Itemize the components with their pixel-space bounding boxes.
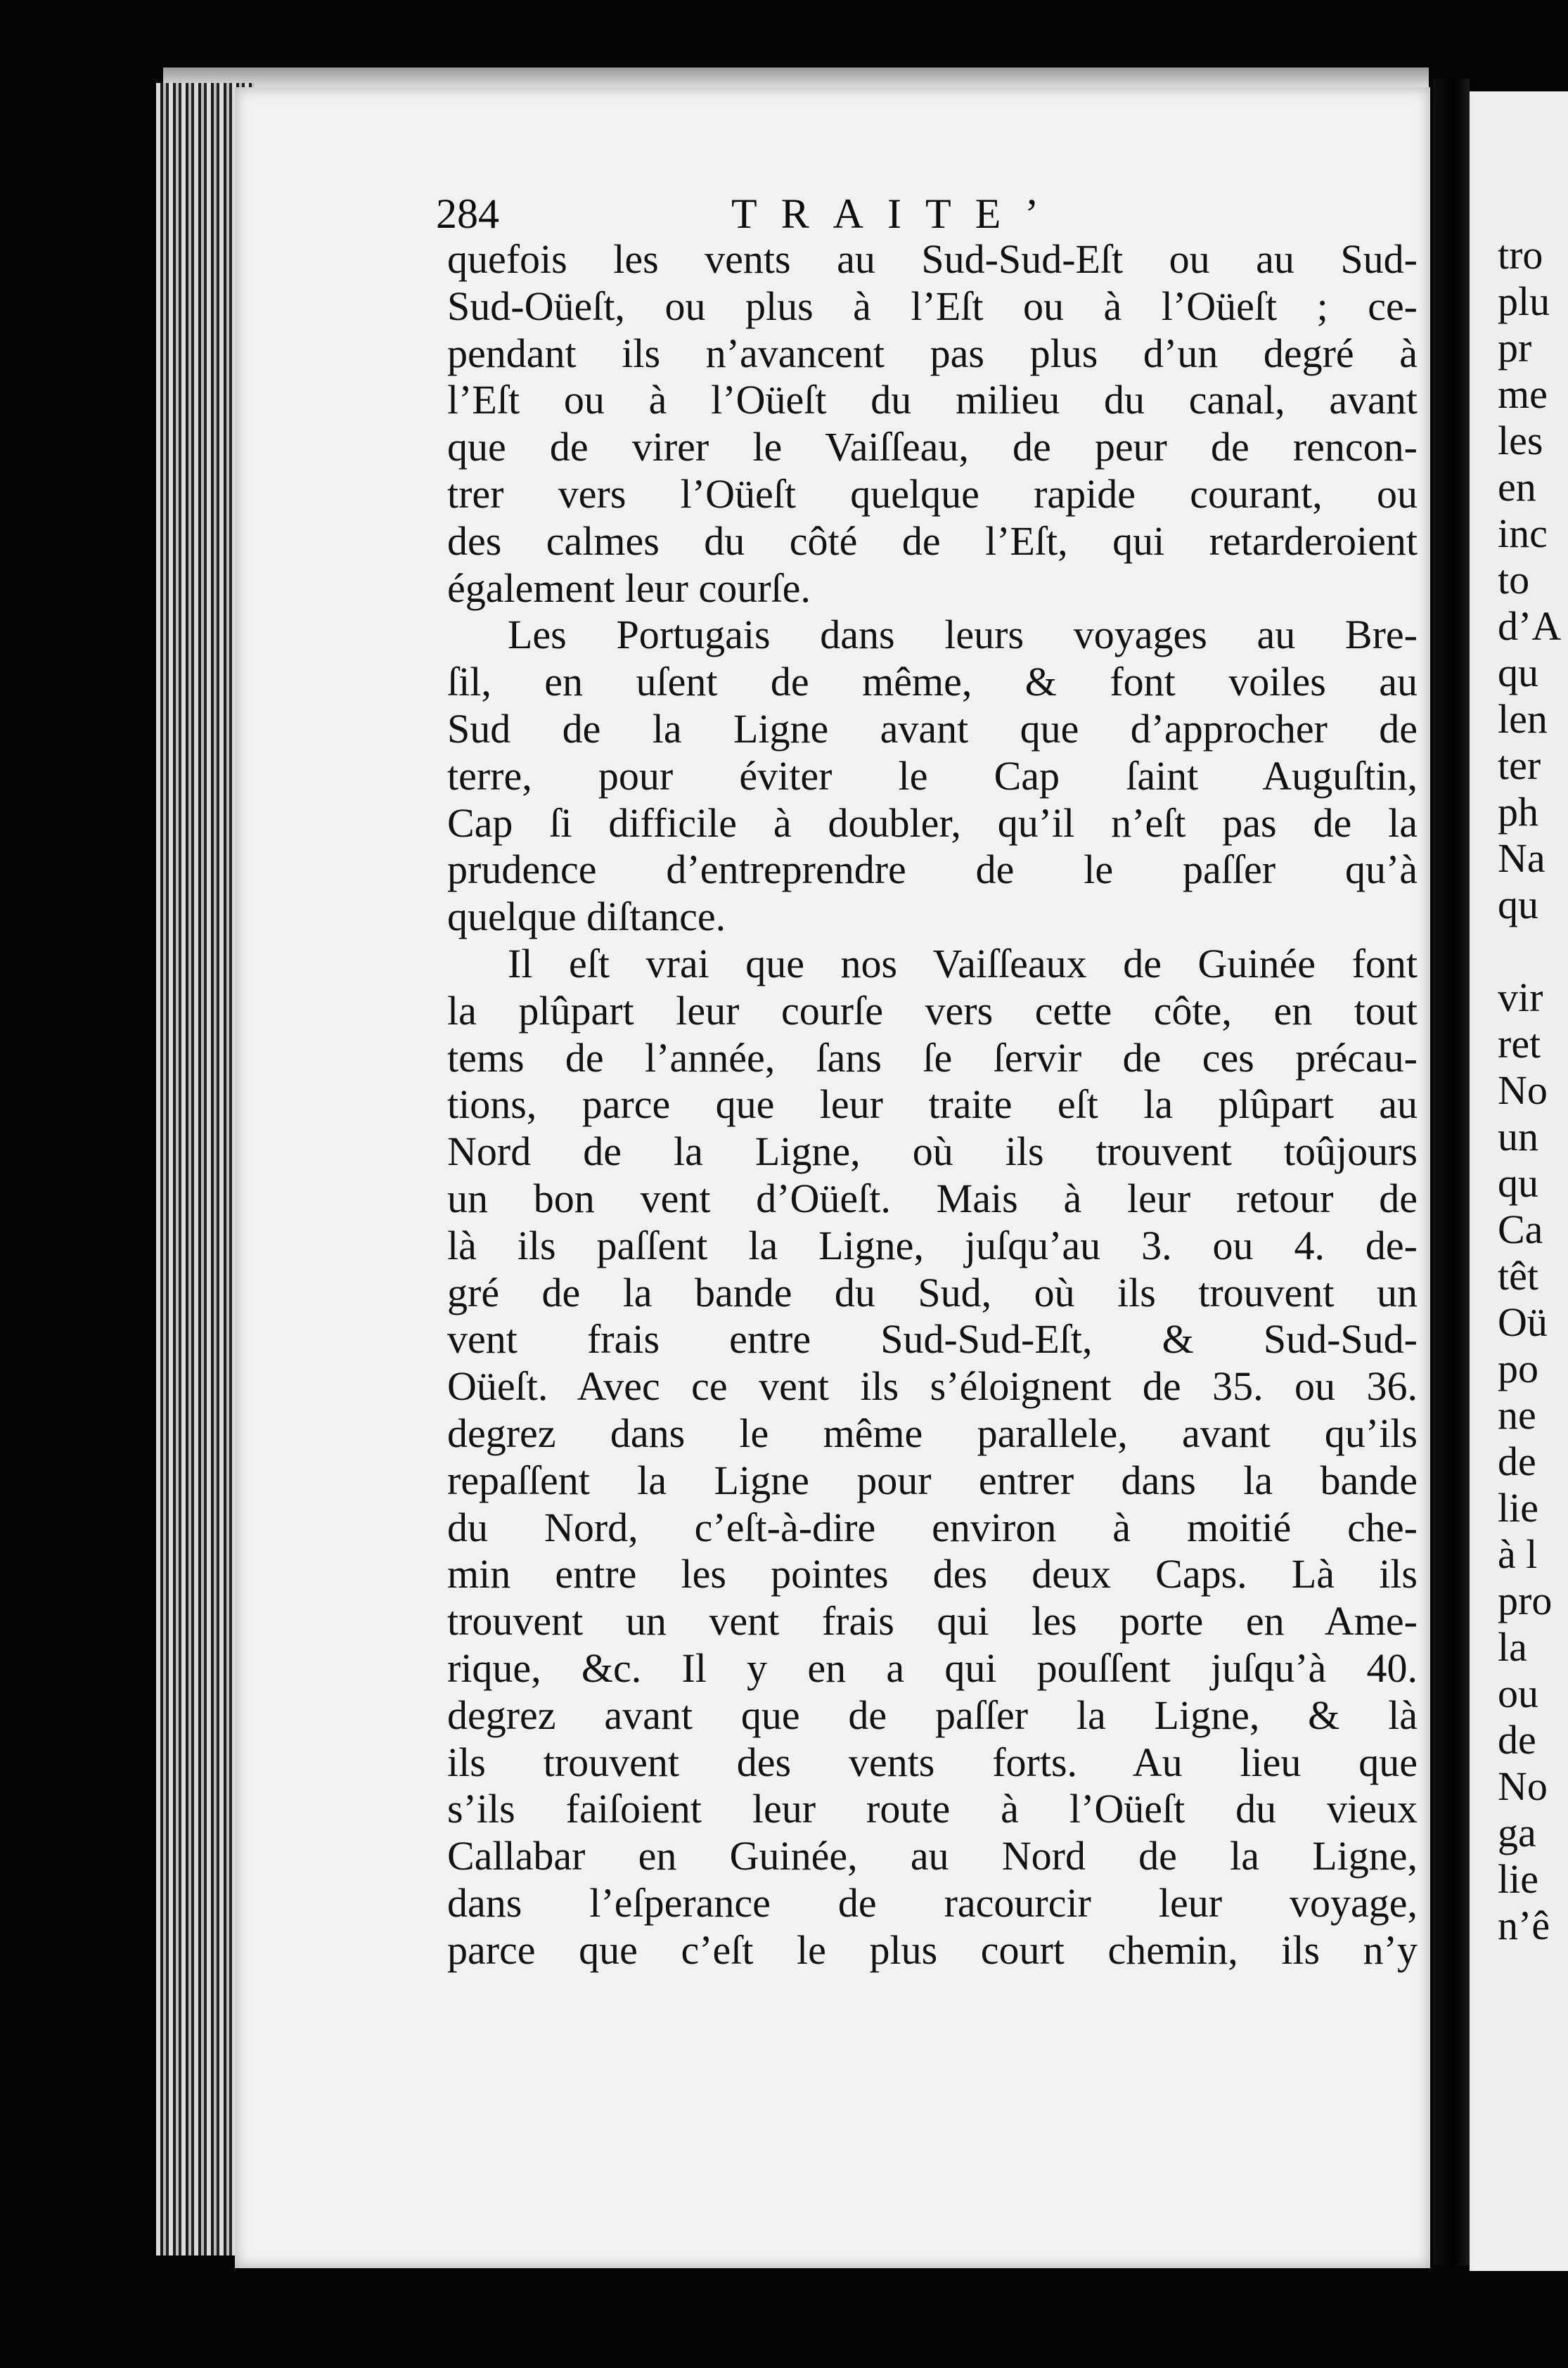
page-number: 284 (436, 191, 499, 237)
text-line: également leur courſe. (447, 565, 811, 611)
text-line: pendant ils n’avancent pas plus d’un degré à (447, 330, 1418, 376)
text-line: la plûpart leur courſe vers cette côte, en tout (447, 987, 1418, 1034)
text-line: trer vers l’Oüeſt quelque rapide courant, ou (447, 470, 1418, 517)
text-line: Sud de la Ligne avant que d’approcher de (447, 705, 1418, 752)
text-line: tems de l’année, ſans ſe ſervir de ces précau- (447, 1034, 1418, 1081)
facing-page-line: me (1498, 371, 1548, 417)
facing-page-line: tro (1498, 232, 1543, 278)
facing-page-line: n’ê (1498, 1903, 1550, 1948)
facing-page-line: plu (1498, 278, 1550, 324)
facing-page-line: à l (1498, 1531, 1538, 1577)
facing-page-line: pr (1498, 325, 1532, 371)
facing-page-line: to (1498, 557, 1530, 603)
facing-page-line: qu (1498, 1160, 1538, 1206)
text-line: du Nord, c’eſt-à-dire environ à moitié che- (447, 1504, 1418, 1550)
text-line: vent frais entre Sud-Sud-Eſt, & Sud-Sud- (447, 1316, 1418, 1363)
facing-page-line: qu (1498, 882, 1538, 927)
text-line: gré de la bande du Sud, où ils trouvent un (447, 1269, 1418, 1315)
text-line: dans l’eſperance de racourcir leur voyage, (447, 1879, 1418, 1926)
facing-page-line: len (1498, 696, 1548, 742)
facing-page-line: un (1498, 1114, 1538, 1159)
facing-page-line: No (1498, 1763, 1548, 1809)
facing-page-line: pro (1498, 1578, 1553, 1623)
text-line: repaſſent la Ligne pour entrer dans la bande (447, 1457, 1418, 1503)
facing-page-line: No (1498, 1067, 1548, 1113)
facing-page-line: ret (1498, 1021, 1541, 1067)
text-line: s’ils faiſoient leur route à l’Oüeſt du vieux (447, 1786, 1418, 1832)
facing-page-line: de (1498, 1717, 1536, 1763)
facing-page-line: d’A (1498, 603, 1562, 649)
facing-page-line: lie (1498, 1856, 1538, 1902)
body-text (447, 236, 1418, 1974)
text-line: Les Portugais dans leurs voyages au Bre- (508, 612, 1418, 658)
facing-page-line: la (1498, 1624, 1527, 1670)
facing-page-line: po (1498, 1346, 1538, 1391)
text-line: Callabar en Guinée, au Nord de la Ligne, (447, 1833, 1418, 1879)
text-line: des calmes du côté de l’Eſt, qui retarderoient (447, 517, 1418, 564)
facing-page-line: les (1498, 418, 1543, 463)
text-line: degrez avant que de paſſer la Ligne, & là (447, 1692, 1418, 1738)
text-line: rique, &c. Il y en a qui pouſſent juſqu’à 40. (447, 1645, 1418, 1691)
facing-page-line: Na (1498, 835, 1545, 881)
text-line: quefois les vents au Sud-Sud-Eſt ou au Sud- (447, 236, 1418, 282)
text-line: Nord de la Ligne, où ils trouvent toûjours (447, 1128, 1418, 1175)
text-line: trouvent un vent frais qui les porte en Ame- (447, 1598, 1418, 1645)
running-title: TRAITE’ (731, 191, 1063, 237)
text-line: Il eſt vrai que nos Vaiſſeaux de Guinée font (508, 940, 1418, 986)
text-line: Sud-Oüeſt, ou plus à l’Eſt ou à l’Oüeſt ; ce- (447, 283, 1418, 329)
facing-page-line: lie (1498, 1485, 1538, 1531)
text-line: tions, parce que leur traite eſt la plûpart au (447, 1081, 1418, 1128)
text-line: min entre les pointes des deux Caps. Là ils (447, 1551, 1418, 1597)
facing-page-line: ph (1498, 789, 1538, 835)
facing-page-line: ter (1498, 742, 1541, 788)
text-line: Cap ſi difficile à doubler, qu’il n’eſt pas de la (447, 799, 1418, 846)
facing-page-line: ga (1498, 1810, 1536, 1855)
text-line: que de virer le Vaiſſeau, de peur de rencon- (447, 424, 1418, 470)
facing-page-line: de (1498, 1439, 1536, 1484)
text-line: ils trouvent des vents forts. Au lieu que (447, 1739, 1418, 1785)
top-page-edge (163, 67, 1429, 87)
text-line: Oüeſt. Avec ce vent ils s’éloignent de 35. ou 36. (447, 1363, 1418, 1410)
text-line: terre, pour éviter le Cap ſaint Auguſtin, (447, 752, 1418, 799)
facing-page-line: ou (1498, 1671, 1538, 1716)
text-line: ſil, en uſent de même, & font voiles au (447, 659, 1418, 705)
text-line: prudence d’entreprendre de le paſſer qu’à (447, 847, 1418, 893)
facing-page-line: Oü (1498, 1299, 1548, 1345)
facing-page-line: en (1498, 464, 1536, 510)
text-line: l’Eſt ou à l’Oüeſt du milieu du canal, avant (447, 377, 1418, 423)
facing-page-line (1470, 928, 1568, 974)
book-gutter (1433, 79, 1470, 2265)
facing-page-line: qu (1498, 650, 1538, 695)
facing-page-line: ne (1498, 1392, 1536, 1438)
text-line: degrez dans le même parallele, avant qu’ils (447, 1410, 1418, 1456)
facing-page-line: inc (1498, 510, 1548, 556)
facing-page-fragment (1470, 91, 1568, 2271)
text-line: là ils paſſent la Ligne, juſqu’au 3. ou 4. de- (447, 1222, 1418, 1268)
facing-page-line: têt (1498, 1253, 1538, 1299)
text-line: parce que c’eſt le plus court chemin, ils n’y (447, 1926, 1418, 1973)
facing-page-line: vir (1498, 974, 1543, 1020)
facing-page-line: Ca (1498, 1206, 1543, 1252)
text-line: un bon vent d’Oüeſt. Mais à leur retour de (447, 1175, 1418, 1221)
text-line: quelque diſtance. (447, 894, 726, 940)
